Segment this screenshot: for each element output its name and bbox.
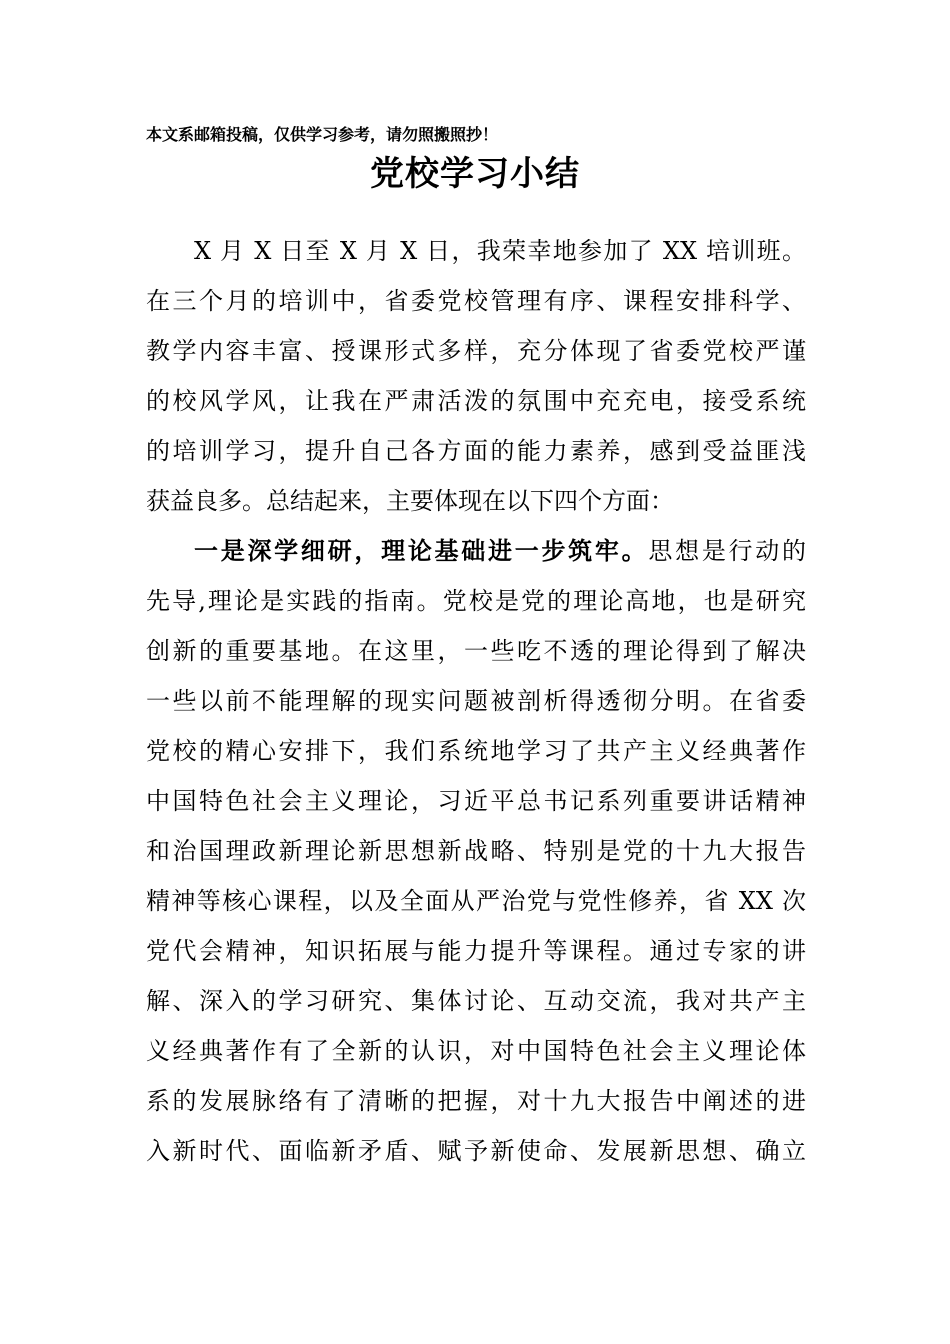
body-line: 入新时代、面临新矛盾、赋予新使命、发展新思想、确立: [146, 1137, 806, 1165]
body-line: 先导,理论是实践的指南。党校是党的理论高地，也是研究: [146, 587, 806, 615]
document-body: [146, 226, 806, 1176]
body-line: 中国特色社会主义理论，习近平总书记系列重要讲话精神: [146, 787, 806, 815]
body-line: 一些以前不能理解的现实问题被剖析得透彻分明。在省委: [146, 687, 806, 715]
section-heading: 一是深学细研，理论基础进一步筑牢。: [194, 537, 649, 565]
body-line: 解、深入的学习研究、集体讨论、互动交流，我对共产主: [146, 987, 806, 1015]
body-line: 党代会精神，知识拓展与能力提升等课程。通过专家的讲: [146, 937, 806, 965]
submission-notice: 本文系邮箱投稿，仅供学习参考，请勿照搬照抄！: [146, 125, 499, 144]
body-line: 的校风学风，让我在严肃活泼的氛围中充充电，接受系统: [146, 387, 806, 415]
body-line: 在三个月的培训中，省委党校管理有序、课程安排科学、: [146, 287, 806, 315]
body-line: 获益良多。总结起来，主要体现在以下四个方面：: [146, 487, 674, 515]
body-line: 教学内容丰富、授课形式多样，充分体现了省委党校严谨: [146, 337, 806, 365]
document-title: 党校学习小结: [370, 154, 580, 194]
body-line: 精神等核心课程，以及全面从严治党与党性修养，省 XX 次: [146, 887, 806, 915]
body-line: 系的发展脉络有了清晰的把握，对十九大报告中阐述的进: [146, 1087, 806, 1115]
section-text: 思想是行动的: [648, 537, 807, 565]
body-line: 党校的精心安排下，我们系统地学习了共产主义经典著作: [146, 737, 806, 765]
body-line: 和治国理政新理论新思想新战略、特别是党的十九大报告: [146, 837, 806, 865]
body-line: 创新的重要基地。在这里，一些吃不透的理论得到了解决: [146, 637, 806, 665]
body-line: 义经典著作有了全新的认识，对中国特色社会主义理论体: [146, 1037, 806, 1065]
section-one-line: [146, 526, 806, 576]
body-line: 的培训学习，提升自己各方面的能力素养，感到受益匪浅: [146, 437, 806, 465]
body-line: X 月 X 日至 X 月 X 日，我荣幸地参加了 XX 培训班。: [194, 237, 806, 265]
